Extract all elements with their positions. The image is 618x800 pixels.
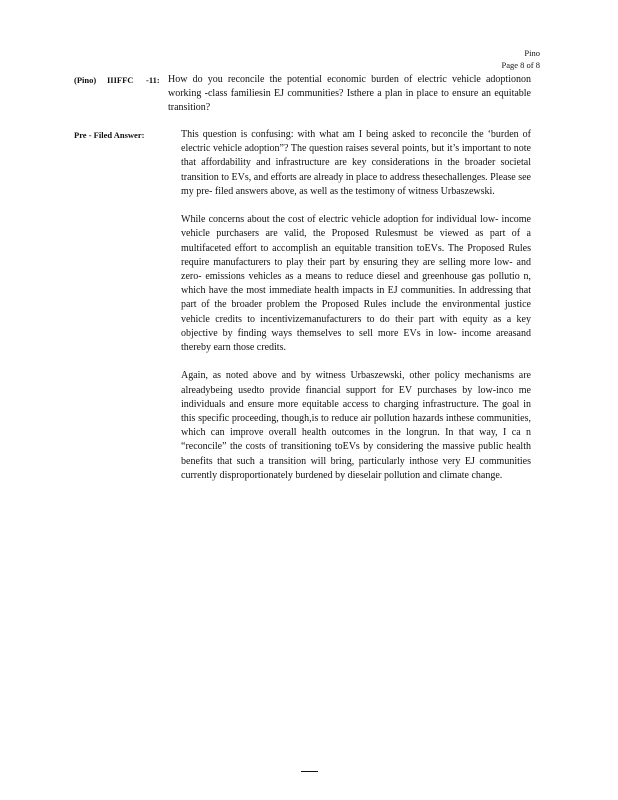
answer-paragraph-2: While concerns about the cost of electric vehicle adoption for individual low- income vehicle purchasers are valid, the Proposed Rulesmust be viewed as part of a multifaceted effort to accomplish an equitable transition toEVs. The Proposed Rules require manufacturers to play their part by ensuring they are selling more low- and zero- emissions vehicles as a means to reduce diesel and greenhouse gas pollutio n, which have the most immediate health impacts in EJ communities. In addressing that part of the broader problem the Proposed Rules include the environmental justice vehicle credits to incentivizemanufacturers to do their part with equity as a key objective by finding ways themselves to sell more EVs in low- income areasand thereby earn those credits. (181, 214, 531, 354)
page-number: Page 8 of 8 (501, 60, 540, 70)
page-header (502, 47, 540, 71)
answer-paragraph-1: This question is confusing: with what am I being asked to reconcile the ‘burden of electric vehicle adoption”? The question raises several points, but it’s important to note that affordability and infrastructure are key considerations in the broader societal transition to EVs, and efforts are already in place to address thesechallenges. Please see my pre- filed answers above, as well as the testimony of witness Urbaszewski. (181, 129, 531, 197)
question-witness-label: (Pino) (74, 75, 97, 85)
answer-label: Pre - Filed Answer: (74, 130, 145, 140)
answer-body (181, 128, 531, 497)
answer-paragraph-3: Again, as noted above and by witness Urbaszewski, other policy mechanisms are alreadybeing usedto provide financial support for EV purchases by low-inco me individuals and ensure more equitable access to charging infrastructure. The goal in this specific proceeding, though,is to reduce air pollution hazards inthese communities, which can improve overall health outcomes in the longrun. In that way, I ca n “reconcile” the costs of transitioning toEVs by considering the massive public health benefits that such a transition will bring, particularly inthose very EJ communities currently disproportionately burdened by dieselair pollution and climate change. (181, 370, 531, 481)
question-text: How do you reconcile the potential economic burden of electric vehicle adoptionon working -class familiesin EJ communities? Isthere a plan in place to ensure an equitable transition? (168, 74, 531, 114)
question-code-label: IIIFFC (107, 75, 134, 85)
question-number-label: -11: (146, 75, 160, 85)
footer-rule (301, 771, 318, 772)
witness-name: Pino (524, 48, 540, 58)
